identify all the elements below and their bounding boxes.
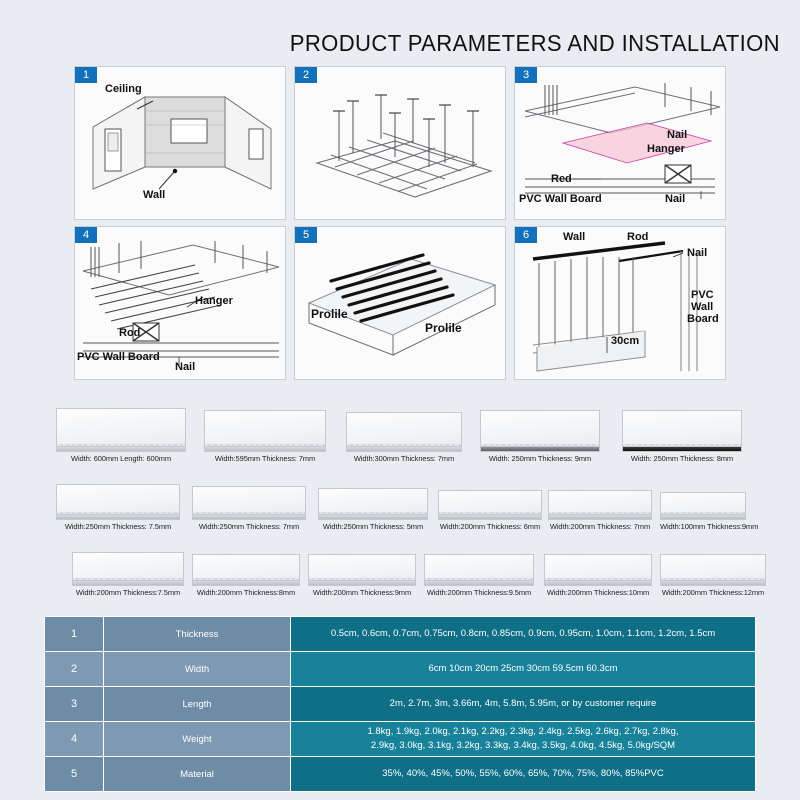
sample-item [660,554,766,597]
sample-caption: Width:200mm Thickness:8mm [196,588,296,597]
panel-1-label-wall: Wall [143,189,166,201]
panel-number: 5 [295,227,317,243]
sample-item [544,554,652,597]
sample-caption: Width:250mm Thickness: 5mm [322,522,424,531]
sample-item [204,410,326,463]
panel-4-label-hanger: Hanger [195,295,233,307]
value-line: 35%, 40%, 45%, 50%, 55%, 60%, 65%, 70%, 75%, 80%, 85%PVC [382,768,664,780]
panel-6-label-nail: Nail [687,247,708,259]
row-number: 3 [45,687,104,722]
panel-2-diagram [295,67,506,220]
panel-6 [514,226,726,380]
row-value [291,757,756,792]
row-label: Width [104,652,291,687]
row-value [291,687,756,722]
panel-4-label-rod: Rod [119,327,141,339]
sample-row-1 [56,400,756,468]
sample-caption: Width:200mm Thickness: 7mm [549,522,651,531]
sample-item [480,410,600,463]
sample-item [438,490,542,531]
sample-caption: Width: 600mm Length: 600mm [71,454,171,463]
row-value [291,617,756,652]
sample-caption: Width:200mm Thickness: 6mm [439,522,541,531]
sample-caption: Width: 250mm Thickness: 8mm [630,454,734,463]
sample-row-2 [56,468,759,536]
panel-6-label-board: Board [687,313,719,325]
panel-6-label-wall: Wall [563,231,586,243]
specification-table [44,616,756,792]
panel-6-label-30cm: 30cm [611,335,640,347]
sample-caption: Width:200mm Thickness:9mm [312,588,412,597]
sample-caption: Width:100mm Thickness:9mm [660,522,759,531]
board-graphic [548,490,652,520]
sample-item [56,408,186,463]
row-label: Material [104,757,291,792]
board-graphic [480,410,600,452]
board-graphic [192,554,300,586]
sample-item [192,486,306,531]
row-value [291,652,756,687]
board-graphic [56,484,180,520]
sample-item [660,492,758,531]
panel-3-label-nail: Nail [667,129,688,141]
panel-5-label-prolile-2: Prolile [425,321,462,335]
panel-2 [294,66,506,220]
panel-number: 4 [75,227,97,243]
panel-3-label-hanger: Hanger [647,143,685,155]
panel-6-label-rod: Rod [627,231,649,243]
board-graphic [544,554,652,586]
row-number: 2 [45,652,104,687]
panel-number: 1 [75,67,97,83]
table-row [45,617,756,652]
panel-3-label-red: Red [551,173,572,185]
sample-item [308,554,416,597]
value-line: 6cm 10cm 20cm 25cm 30cm 59.5cm 60.3cm [428,663,618,675]
installation-panels [74,66,726,380]
panel-number: 3 [515,67,537,83]
sample-item [424,554,534,597]
row-number: 1 [45,617,104,652]
panel-3 [514,66,726,220]
sample-caption: Width:595mm Thickness: 7mm [214,454,316,463]
panel-5 [294,226,506,380]
board-graphic [204,410,326,452]
board-graphic [424,554,534,586]
board-samples [56,400,765,604]
panel-4-label-nail: Nail [175,361,196,373]
value-line: 2.9kg, 3.0kg, 3.1kg, 3.2kg, 3.3kg, 3.4kg, 3.5kg, 4.0kg, 4.5kg, 5.0kg/SQM [370,740,676,751]
board-graphic [660,554,766,586]
sample-caption: Width:250mm Thickness: 7.5mm [64,522,172,531]
board-graphic [72,552,184,586]
board-graphic [660,492,746,520]
panel-6-label-wall-2: Wall [691,301,714,313]
panel-4-label-pvc-wall-board: PVC Wall Board [77,351,160,363]
board-graphic [346,412,462,452]
sample-caption: Width:200mm Thickness:12mm [661,588,765,597]
table-row [45,757,756,792]
sample-caption: Width:250mm Thickness: 7mm [198,522,300,531]
row-label: Weight [104,722,291,757]
table-row [45,652,756,687]
value-line: 1.8kg, 1.9kg, 2.0kg, 2.1kg, 2.2kg, 2.3kg, 2.4kg, 2.5kg, 2.6kg, 2.7kg, 2.8kg, [367,726,679,738]
sample-item [72,552,184,597]
panel-5-label-prolile-1: Prolile [311,307,348,321]
board-graphic [622,410,742,452]
panel-4 [74,226,286,380]
sample-caption: Width:200mm Thickness:7.5mm [75,588,181,597]
page-title: PRODUCT PARAMETERS AND INSTALLATION [289,30,780,56]
row-label: Length [104,687,291,722]
sample-item [318,488,428,531]
panel-6-label-pvc: PVC [691,289,714,301]
sample-item [548,490,652,531]
panel-number: 6 [515,227,537,243]
board-graphic [318,488,428,520]
sample-caption: Width: 250mm Thickness: 9mm [488,454,592,463]
sample-item [622,410,742,463]
row-number: 4 [45,722,104,757]
panel-number: 2 [295,67,317,83]
value-line: 2m, 2.7m, 3m, 3.66m, 4m, 5.8m, 5.95m, or by customer require [389,698,657,710]
panel-5-diagram [295,227,506,380]
row-label: Thickness [104,617,291,652]
row-value [291,722,756,757]
board-graphic [438,490,542,520]
board-graphic [308,554,416,586]
table-row [45,722,756,757]
sample-item [56,484,180,531]
sample-caption: Width:200mm Thickness:9.5mm [426,588,532,597]
board-graphic [56,408,186,452]
sample-item [192,554,300,597]
board-graphic [192,486,306,520]
panel-1-label-ceiling: Ceiling [105,83,142,95]
table-row [45,687,756,722]
sample-item [346,412,462,463]
panel-3-label-nail-2: Nail [665,193,686,205]
panel-3-label-pvc-wall-board: PVC Wall Board [519,193,602,205]
sample-row-3 [56,536,765,604]
sample-caption: Width:300mm Thickness: 7mm [353,454,455,463]
panel-1 [74,66,286,220]
value-line: 0.5cm, 0.6cm, 0.7cm, 0.75cm, 0.8cm, 0.85cm, 0.9cm, 0.95cm, 1.0cm, 1.1cm, 1.2cm, 1.5cm [330,628,716,640]
row-number: 5 [45,757,104,792]
sample-caption: Width:200mm Thickness:10mm [546,588,650,597]
